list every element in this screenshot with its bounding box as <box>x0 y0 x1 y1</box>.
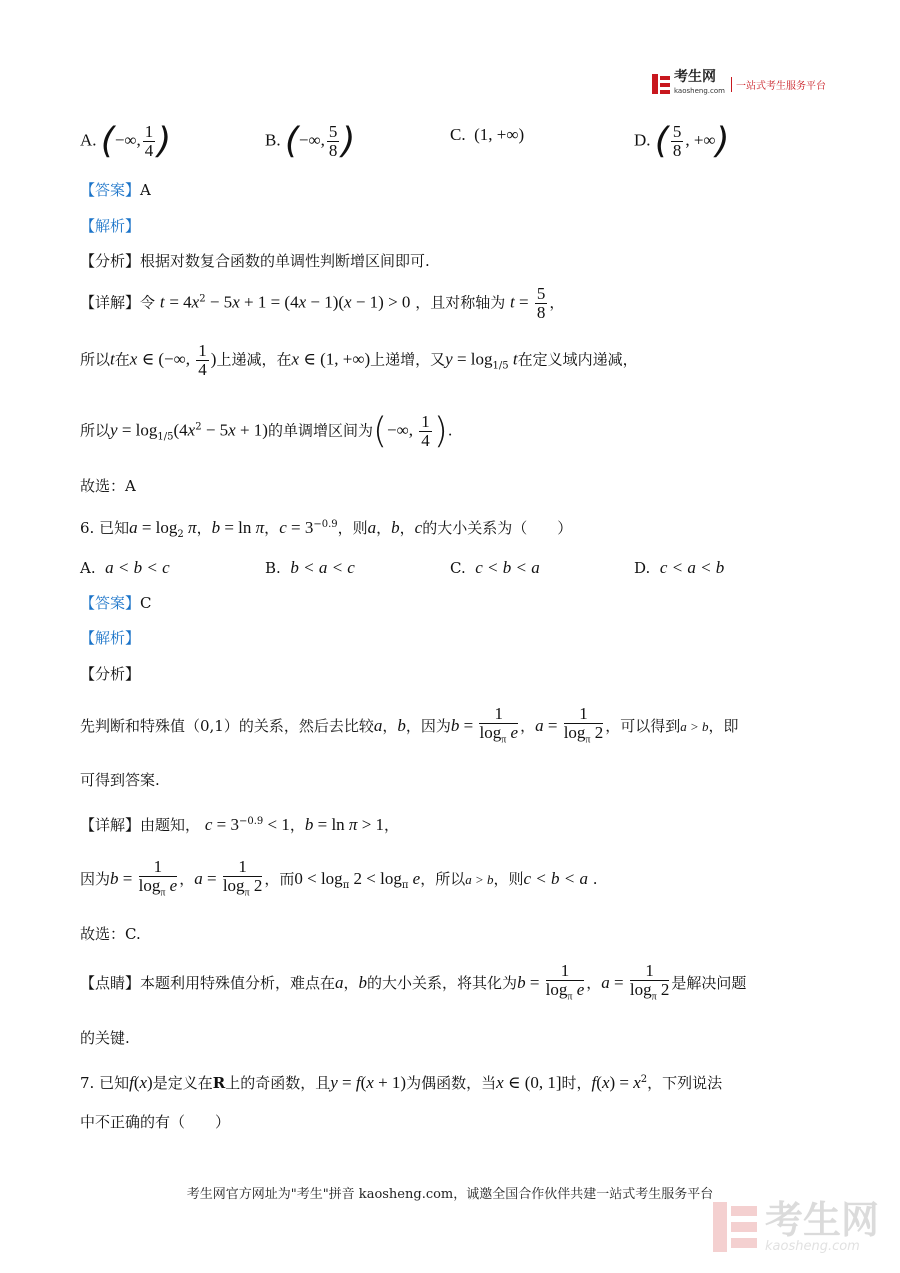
q7-stem-line2: 中不正确的有（ ） <box>80 1113 231 1131</box>
q6-option-b: B. b < a < c <box>265 558 355 577</box>
q5-answer: 【答案】A <box>80 181 151 199</box>
q6-detail-line2: 因为b = $\frac{1}{\log_\pi e}$ ，a = $\frac{1}{\log_\pi 2}$ ，而$0 < \log_\pi 2 < \log_\pi e$，所以a > b，则c < b < a . <box>80 857 598 899</box>
q6-analysis-tag: 【解析】 <box>80 629 141 647</box>
header-logo <box>652 70 826 98</box>
q6-option-d: D. c < a < b <box>634 558 725 577</box>
logo-domain: kaosheng.com <box>674 87 725 95</box>
q6-stem: 6. 已知$a = \log_2 \pi$，b = ln π，$c = 3^{-0.9}$，则a，b，c的大小关系为（ ） <box>80 518 573 540</box>
q6-answer: 【答案】C <box>80 594 152 612</box>
q5-fenxi: 【分析】根据对数复合函数的单调性判断增区间即可. <box>80 252 430 270</box>
q5-option-b: B. (−∞, $\frac{5}{8}$ ) <box>265 120 356 162</box>
q5-option-c: C. (1, +∞) <box>450 125 525 144</box>
logo-slogan: 一站式考生服务平台 <box>731 77 826 92</box>
q5-detail-line2: 所以t在x ∈ (−∞, $\frac{1}{4}$ )上递减，在x ∈ (1, +∞)上递增，又$y = \log_{1/5} t$在定义域内递减， <box>80 341 638 379</box>
q5-detail-line3: 所以$y = \log_{1/5}(4x^2 - 5x + 1)$的单调增区间为(−∞, $\frac{1}{4}$ ). <box>80 410 453 452</box>
q6-fenxi-line1: 先判断和特殊值（0,1）的关系，然后去比较a，b，因为b = $\frac{1}{\log_\pi e}$ ，a = $\frac{1}{\log_\pi 2}$ ，可以得到a > b，即 <box>80 704 739 746</box>
q6-option-c: C. c < b < a <box>450 558 540 577</box>
q6-tip-line2: 的关键. <box>80 1029 130 1047</box>
logo-name: 考生网 kaosheng.com <box>674 70 725 98</box>
q6-tip-line1: 【点睛】本题利用特殊值分析，难点在a，b的大小关系，将其化为b = $\frac{1}{\log_\pi e}$ ，a = $\frac{1}{\log_\pi 2}$ 是解决问题 <box>80 961 747 1003</box>
q5-option-a: A. (−∞, $\frac{1}{4}$ ) <box>80 120 172 162</box>
q6-option-a: A. a < b < c <box>80 558 170 577</box>
q7-stem-line1: 7. 已知f(x)是定义在R上的奇函数，且y = f(x + 1)为偶函数，当x ∈ (0, 1]时，$f(x) = x^2$，下列说法 <box>80 1073 723 1092</box>
q6-detail-line1: 【详解】由题知， $c = 3^{-0.9} < 1$，b = ln π > 1， <box>80 815 400 834</box>
q5-analysis-tag: 【解析】 <box>80 217 141 235</box>
watermark-logo-icon <box>713 1202 757 1252</box>
q6-fenxi-line2: 可得到答案. <box>80 771 160 789</box>
watermark <box>713 1200 879 1254</box>
kaosheng-logo-icon <box>652 74 670 94</box>
watermark-brand: 考生网 kaosheng.com <box>765 1198 880 1254</box>
q5-detail-line1: 【详解】令 $t = 4x^2 - 5x + 1 = (4x - 1)(x - 1) > 0$ ，且对称轴为 t = $\frac{5}{8}$ ， <box>80 284 565 322</box>
page-footer: 考生网官方网址为"考生"拼音 kaosheng.com，诚邀全国合作伙伴共建一站式考生服务平台 <box>186 1187 714 1202</box>
q6-result: 故选：C. <box>80 925 141 943</box>
q5-option-d: D. ( $\frac{5}{8}$ , +∞) <box>634 120 730 162</box>
q6-fenxi-tag: 【分析】 <box>80 665 141 683</box>
watermark-domain: kaosheng.com <box>765 1239 860 1254</box>
q5-result: 故选：A <box>80 477 136 495</box>
